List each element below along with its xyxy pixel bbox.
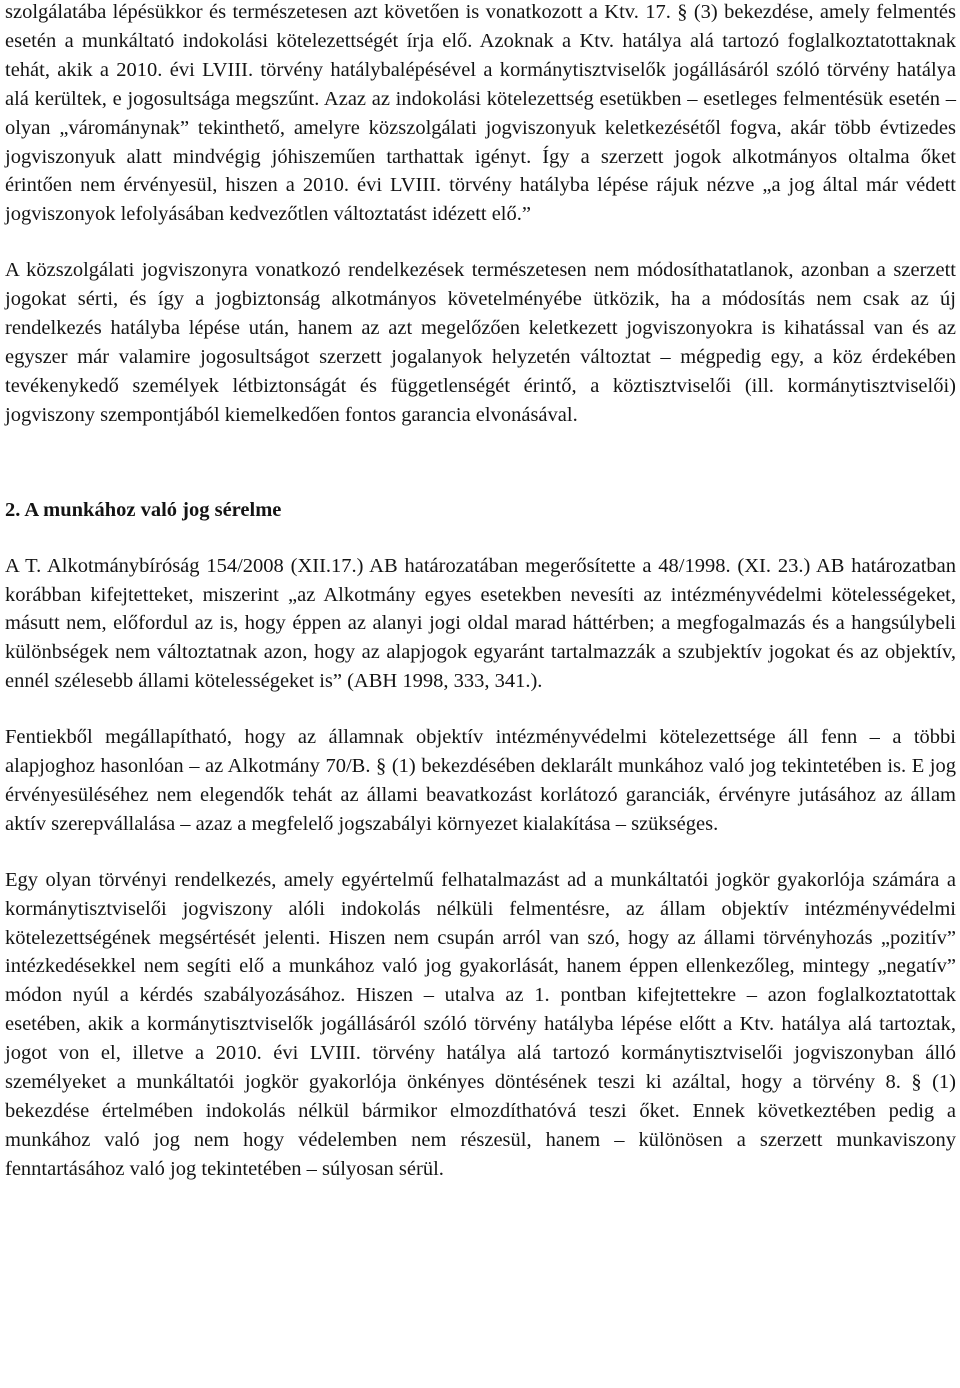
paragraph-dismissal-provision: Egy olyan törvényi rendelkezés, amely egyértelmű felhatalmazást ad a munkáltatói jogkör gyakorlója számára a kormánytisztviselői jogviszony alóli indokolás nélküli felmentésre, az állam objektív intézményvédelmi kötelezettségének megsértését jelenti. Hiszen nem csupán arról van szó, hogy az állami törvényhozás „pozitív” intézkedésekkel nem segíti elő a munkához való jog gyakorlását, hanem éppen ellenkezőleg, mintegy „negatív” módon nyúl a kérdés szabályozásához. Hiszen – utalva az 1. pontban kifejtettekre – azon foglalkoztatottak esetében, akik a kormánytisztviselők jogállásáról szóló törvény hatályba lépése előtt a Ktv. hatálya alá tartoztak, jogot von el, illetve a 2010. évi LVIII. törvény hatálya alá tartozó kormánytisztviselői jogviszonyban álló személyeket a munkáltatói jogkör gyakorlója önkényes döntésének teszi ki azáltal, hogy a törvény 8. § (1) bekezdése értelmében indokolás nélkül bármikor elmozdíthatóvá teszi őket. Ennek következtében pedig a munkához való jog nem hogy védelemben nem részesül, hanem – különösen a szerzett munkaviszony fenntartásához való jog tekintetében – súlyosan sérül. — [5, 868, 956, 1180]
document-page — [5, 0, 956, 1184]
paragraph-institutional-duty: Fentiekből megállapítható, hogy az államnak objektív intézményvédelmi kötelezettsége áll fenn – a többi alapjoghoz hasonlóan – az Alkotmány 70/B. § (1) bekezdésében deklarált munkához való jog tekintetében is. E jog érvényesüléséhez nem elegendők tehát az állami beavatkozást korlátozó garanciák, érvényre jutásához az állam aktív szerepvállalása – azaz a megfelelő jogszabályi környezet kialakítása – szükséges. — [5, 726, 956, 835]
paragraph-spacer — [5, 839, 956, 866]
paragraph-acquired-rights: A közszolgálati jogviszonyra vonatkozó rendelkezések természetesen nem módosíthatatlanok, azonban a szerzett jogokat sérti, és így a jogbiztonság alkotmányos követelményébe ütközik, ha a módosítás nem csak az új rendelkezés hatályba lépése után, hanem az azt megelőzően keletkezett jogviszonyokra is kihatással van és az egyszer már valamire jogosultságot szerzett jogalanyok helyzetén változtat – mégpedig egy, a köz érdekében tevékenykedő személyek létbiztonságát és függetlenségét érintő, a köztisztviselői (ill. kormánytisztviselői) jogviszony szempontjából kiemelkedően fontos garancia elvonásával. — [5, 259, 956, 426]
section-spacer — [5, 430, 956, 496]
paragraph-spacer — [5, 525, 956, 552]
paragraph-spacer — [5, 696, 956, 723]
paragraph-spacer — [5, 229, 956, 256]
paragraph-continuation: szolgálatába lépésükkor és természetesen azt követően is vonatkozott a Ktv. 17. § (3) bekezdése, amely felmentés esetén a munkáltató indokolási kötelezettségét írja elő. Azoknak a Ktv. hatálya alá tartozó foglalkoztatottaknak tehát, akik a 2010. évi LVIII. törvény hatálybalépésével a kormánytisztviselők jogállásáról szóló törvény hatálya alá kerültek, e jogosultsága megszűnt. Azaz az indokolási kötelezettség esetükben – esetleges felmentésük esetén – olyan „várománynak” tekinthető, amelyre közszolgálati jogviszonyuk keletkezésétől fogva, akár több évtizedes jogviszonyuk alatt mindvégig jóhiszeműen tarthattak igényt. Így a szerzett jogok alkotmányos oltalma őket érintően nem érvényesül, hiszen a 2010. évi LVIII. törvény hatályba lépése rájuk nézve „a jog által már védett jogviszonyok lefolyásában kedvezőtlen változtatást idézett elő.” — [5, 1, 956, 226]
section-heading: 2. A munkához való jog sérelme — [5, 498, 282, 521]
paragraph-constitutional-court: A T. Alkotmánybíróság 154/2008 (XII.17.) AB határozatában megerősítette a 48/1998. (XI. 23.) AB határozatban korábban kifejtetteket, miszerint „az Alkotmány egyes esetekben nevesíti az intézményvédelmi kötelességeket, másutt nem, előfordul az is, hogy éppen az alanyi jogi oldal marad háttérben; a megfogalmazás és a hangsúlybeli különbségek nem változtatnak azon, hogy az alapjogok egyaránt tartalmazzák a szubjektív jogokat és az objektív, ennél szélesebb állami kötelességeket is” (ABH 1998, 333, 341.). — [5, 554, 956, 693]
